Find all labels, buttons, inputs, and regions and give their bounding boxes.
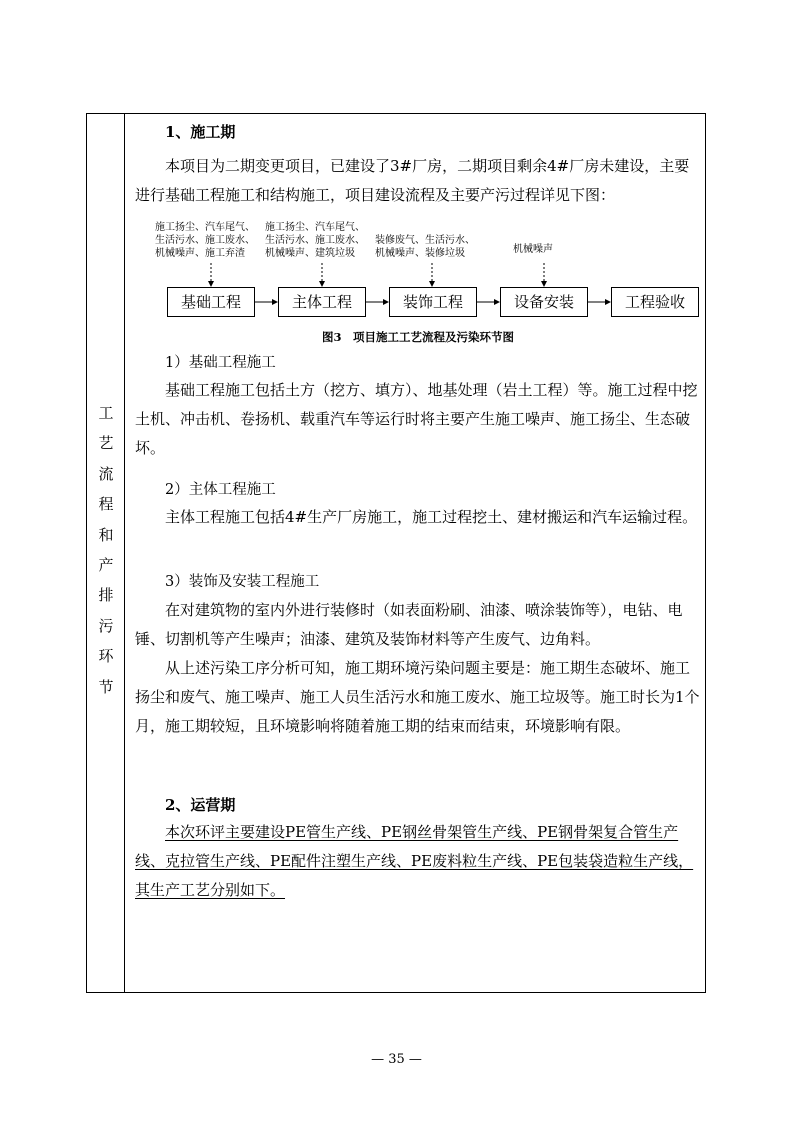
flow-step-main-structure: 主体工程 [278,287,366,317]
side-label [87,398,125,702]
form-table [86,113,706,993]
section2-heading: 2、运营期 [165,796,236,814]
flow-step-foundation: 基础工程 [167,287,255,317]
flow-step-equipment-install: 设备安装 [500,287,588,317]
figure-caption: 图3 项目施工工艺流程及污染环节图 [322,330,514,344]
pollutant-label-4: 机械噪声 [513,244,553,255]
pollutant-label-3: 装修废气、生活污水、 机械噪声、装修垃圾 [375,235,475,259]
sub2-text: 主体工程施工包括4#生产厂房施工，施工过程挖土、建材搬运和汽车运输过程。 [165,508,698,526]
flow-step-acceptance: 工程验收 [611,287,699,317]
section1-intro: 本项目为二期变更项目，已建设了3#厂房，二期项目剩余4#厂房未建设，主要进行基础工程施工和结构施工，项目建设流程及主要产污过程详见下图： [135,157,690,204]
sub1-title: 1）基础工程施工 [165,355,276,371]
sub3-text: 在对建筑物的室内外进行装修时（如表面粉刷、油漆、喷涂装饰等），电钻、电锤、切割机等产生噪声；油漆、建筑及装饰材料等产生废气、边角料。 [135,601,683,648]
section1-heading: 1、施工期 [165,123,236,141]
side-label-text: 工 艺 流 程 和 产 排 污 环 节 [98,404,114,696]
construction-summary: 从上述污染工序分析可知，施工期环境污染问题主要是：施工期生态破坏、施工扬尘和废气、施工噪声、施工人员生活污水和施工废水、施工垃圾等。施工时长为1个月，施工期较短，且环境影响将随着施工期的结束而结束，环境影响有限。 [135,659,700,735]
page-number: — 35 — [371,1052,422,1067]
pollutant-label-2: 施工扬尘、汽车尾气、 生活污水、施工废水、 机械噪声、建筑垃圾 [265,222,365,259]
sub1-text: 基础工程施工包括土方（挖方、填方）、地基处理（岩土工程）等。施工过程中挖土机、冲击机、卷扬机、载重汽车等运行时将主要产生施工噪声、施工扬尘、生态破坏。 [135,381,698,457]
pollutant-label-1: 施工扬尘、汽车尾气、 生活污水、施工废水、 机械噪声、施工弃渣 [155,222,255,259]
flow-step-decoration: 装饰工程 [389,287,477,317]
section2-text: 本次环评主要建设PE管生产线、PE钢丝骨架管生产线、PE钢骨架复合管生产线、克拉管生产线、PE配件注塑生产线、PE废料粒生产线、PE包装袋造粒生产线，其生产工艺分别如下。 [135,823,694,899]
process-flow-diagram [135,221,701,331]
sub2-title: 2）主体工程施工 [165,482,276,498]
side-column [87,114,125,992]
sub3-title: 3）装饰及安装工程施工 [165,574,320,590]
